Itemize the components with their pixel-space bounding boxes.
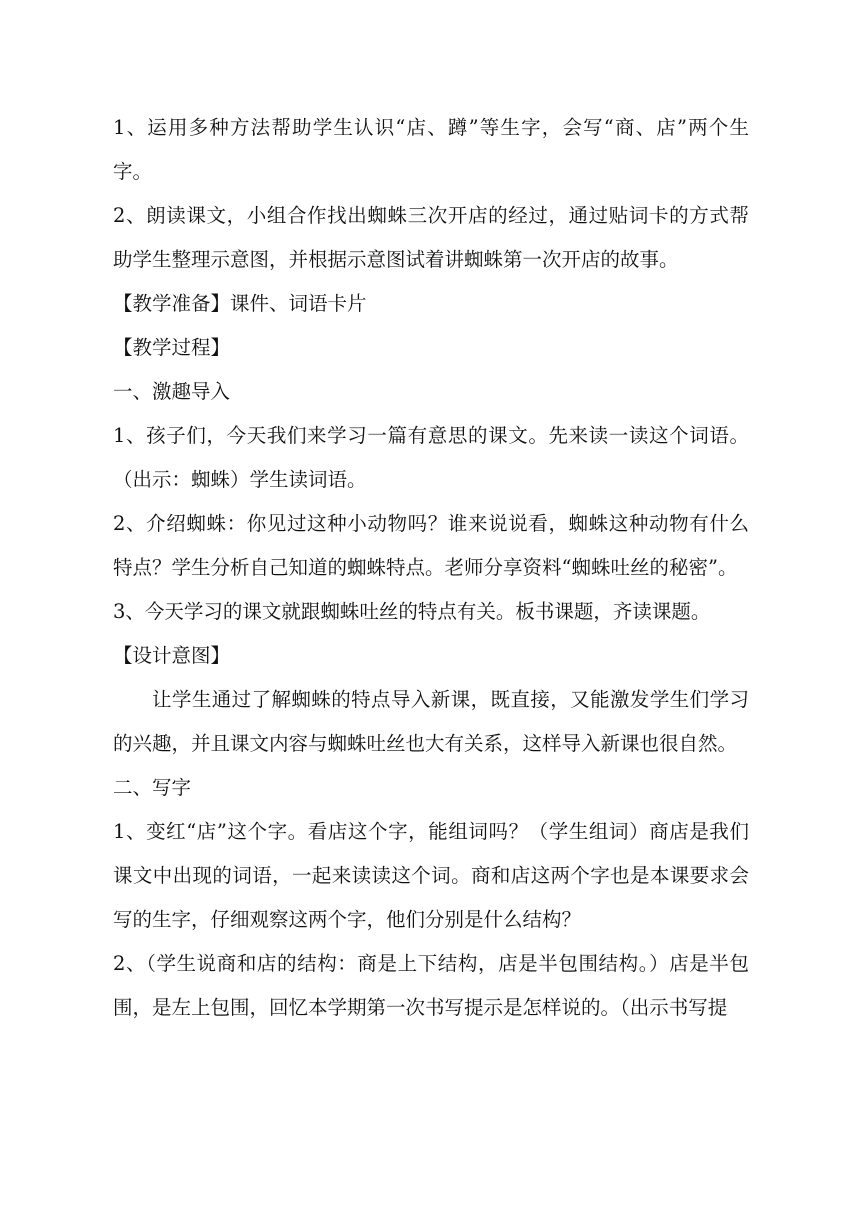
design-intent-text: 让学生通过了解蜘蛛的特点导入新课，既直接，又能激发学生们学习的兴趣，并且课文内容与蜘蛛吐丝也大有关系，这样导入新课也很自然。: [113, 688, 749, 755]
teaching-process-heading: 【教学过程】: [113, 336, 231, 359]
teaching-preparation: 【教学准备】课件、词语卡片: [113, 292, 367, 315]
section-heading-intro: 一、激趣导入: [113, 380, 231, 403]
design-intent-heading: 【设计意图】: [113, 644, 231, 667]
objective-2: 2、朗读课文，小组合作找出蜘蛛三次开店的经过，通过贴词卡的方式帮助学生整理示意图，并根据示意图试着讲蜘蛛第一次开店的故事。: [113, 204, 749, 271]
writing-step-1: 1、变红“店”这个字。看店这个字，能组词吗？（学生组词）商店是我们课文中出现的词语，一起来读读这个词。商和店这两个字也是本课要求会写的生字，仔细观察这两个字，他们分别是什么结构？: [113, 820, 749, 931]
objective-1: 1、运用多种方法帮助学生认识“店、蹲”等生字，会写“商、店”两个生字。: [113, 116, 749, 183]
writing-step-2: 2、（学生说商和店的结构：商是上下结构，店是半包围结构。）店是半包围，是左上包围，回忆本学期第一次书写提示是怎样说的。（出示书写提: [113, 952, 749, 1019]
document-body: [113, 106, 749, 1030]
intro-step-3: 3、今天学习的课文就跟蜘蛛吐丝的特点有关。板书课题，齐读课题。: [113, 600, 711, 623]
intro-step-2: 2、介绍蜘蛛：你见过这种小动物吗？谁来说说看，蜘蛛这种动物有什么特点？学生分析自己知道的蜘蛛特点。老师分享资料“蜘蛛吐丝的秘密”。: [113, 512, 749, 579]
section-heading-writing: 二、写字: [113, 776, 192, 799]
intro-step-1: 1、孩子们，今天我们来学习一篇有意思的课文。先来读一读这个词语。（出示：蜘蛛）学生读词语。: [113, 424, 749, 491]
